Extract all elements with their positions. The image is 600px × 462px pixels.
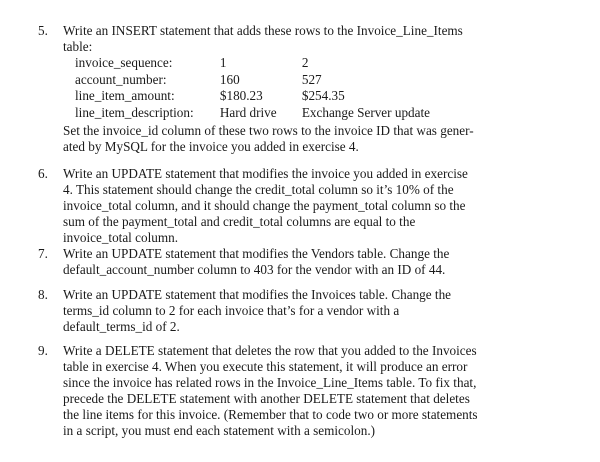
exercise-6 [38,166,478,246]
exercise-text-line: precede the DELETE statement with another DELETE statement that deletes [63,391,470,406]
exercise-text-line: Write an UPDATE statement that modifies the invoice you added in exercise [63,166,468,181]
exercise-7 [38,246,478,278]
exercise-body [63,343,478,439]
exercise-body [63,246,478,278]
row1-value: 160 [219,71,240,87]
exercise-text-line: Write an INSERT statement that adds these rows to the Invoice_Line_Items [63,23,463,38]
exercise-body [63,287,478,335]
row1-value: Hard drive [219,104,277,120]
exercise-number: 8. [38,287,48,302]
table-row [75,105,478,122]
exercise-number: 5. [38,23,48,38]
exercise-text-line: the line items for this invoice. (Remember that to code two or more statements [63,407,478,422]
row2-value: 2 [301,55,309,70]
row1-value: 1 [219,55,227,70]
exercise-5 [38,23,478,155]
exercise-9 [38,343,478,439]
insert-values-table [75,55,478,121]
exercise-body [63,23,478,155]
field-name: line_item_description: [75,104,194,120]
row2-value: $254.35 [301,88,345,103]
exercise-body [63,166,478,246]
table-row [75,55,478,72]
exercise-text-line: sum of the payment_total and credit_total columns are equal to the [63,214,416,229]
exercise-text-line: Write a DELETE statement that deletes the row that you added to the Invoices [63,343,477,358]
exercise-8 [38,287,478,335]
exercise-text-line: default_terms_id of 2. [63,319,180,334]
exercise-text-line: table in exercise 4. When you execute this statement, it will produce an error [63,359,468,374]
row2-value: 527 [301,71,322,87]
exercise-text-line: since the invoice has related rows in the Invoice_Line_Items table. To fix that, [63,375,477,390]
table-row [75,72,478,89]
exercise-number: 9. [38,343,48,358]
field-name: line_item_amount: [75,88,175,103]
exercise-text-line: Write an UPDATE statement that modifies the Vendors table. Change the [63,246,450,261]
exercise-text-line: default_account_number column to 403 for the vendor with an ID of 44. [63,262,446,277]
exercise-text-line: terms_id column to 2 for each invoice that’s for a vendor with a [63,303,400,318]
exercise-text-line: Write an UPDATE statement that modifies the Invoices table. Change the [63,287,452,302]
exercise-number: 7. [38,246,48,261]
exercise-text-line: in a script, you must end each statement with a semicolon.) [63,423,376,438]
exercise-text-line: 4. This statement should change the credit_total column so it’s 10% of the [63,182,454,197]
exercise-number: 6. [38,166,48,181]
exercise-text-line: ated by MySQL for the invoice you added in exercise 4. [63,139,359,154]
table-row [75,88,478,105]
exercise-text-line: invoice_total column. [63,230,178,245]
exercise-text-line: invoice_total column, and it should change the payment_total column so the [63,198,466,213]
exercise-text-line: Set the invoice_id column of these two rows to the invoice ID that was gener- [63,123,474,138]
exercise-text-line: table: [63,39,93,54]
row2-value: Exchange Server update [301,104,430,120]
field-name: account_number: [75,71,167,87]
field-name: invoice_sequence: [75,55,173,70]
row1-value: $180.23 [219,88,263,103]
